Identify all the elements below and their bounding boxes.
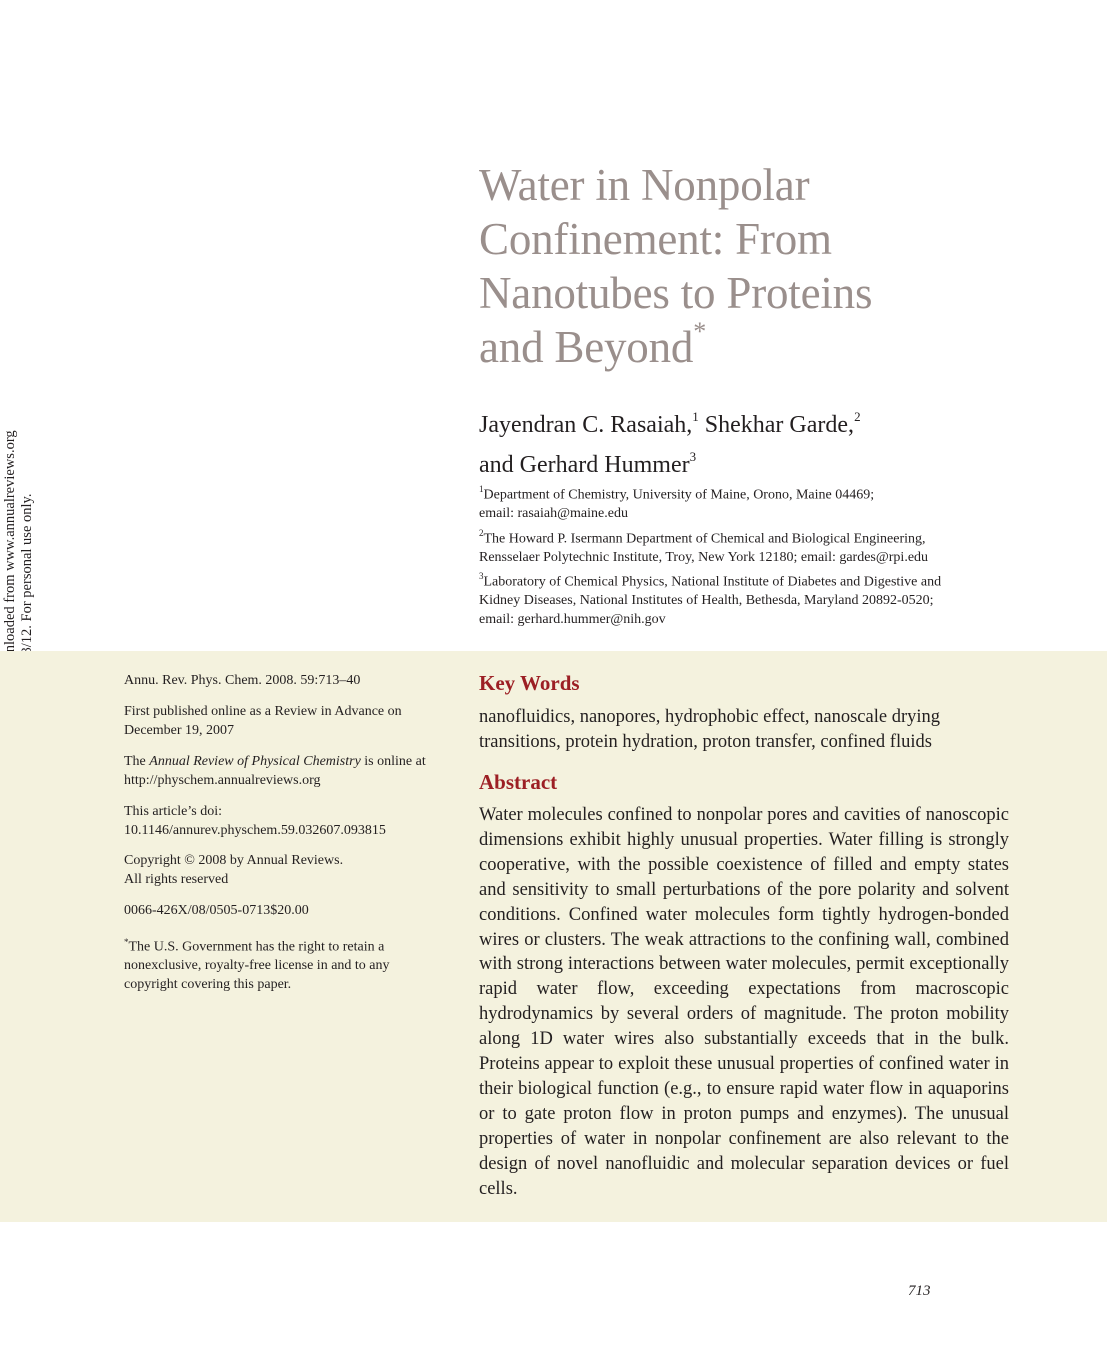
publication-note <box>124 703 454 740</box>
affiliation-2-line-2: Rensselaer Polytechnic Institute, Troy, New York 12180; email: gardes@rpi.edu <box>479 550 929 566</box>
article-title <box>479 158 1059 374</box>
author-3-affil: 3 <box>689 449 697 464</box>
government-note-line-3: copyright covering this paper. <box>124 976 292 992</box>
citation: Annu. Rev. Phys. Chem. 2008. 59:713–40 <box>124 673 361 688</box>
issn: 0066-426X/08/0505-0713$20.00 <box>124 903 309 918</box>
key-words-line-1: nanofluidics, nanopores, hydrophobic effect, nanoscale drying <box>479 707 940 727</box>
journal-name: Annual Review of Physical Chemistry <box>149 754 361 769</box>
key-words-line-2: transitions, protein hydration, proton transfer, confined fluids <box>479 732 932 752</box>
author-2-affil: 2 <box>854 409 861 424</box>
government-note-mark: * <box>124 937 129 947</box>
affiliation-2-line-1: The Howard P. Isermann Department of Chemical and Biological Engineering, <box>483 531 926 547</box>
copyright-line-2: All rights reserved <box>124 871 229 887</box>
government-note-line-1: The U.S. Government has the right to retain a <box>128 939 385 955</box>
online-note-post: is online at <box>360 754 426 769</box>
affiliation-2 <box>479 525 1039 568</box>
affiliation-1 <box>479 481 1039 524</box>
key-words-list <box>479 705 1009 755</box>
publication-note-line-1: First published online as a Review in Advance on <box>124 704 402 719</box>
online-note <box>124 753 454 790</box>
affiliation-3-line-1: Laboratory of Chemical Physics, National Institute of Diabetes and Digestive and <box>483 574 942 590</box>
author-1: Jayendran C. Rasaiah, <box>479 412 693 438</box>
page-number: 713 <box>908 1283 931 1299</box>
publication-date: December 19, 2007 <box>124 722 235 738</box>
journal-url[interactable]: http://physchem.annualreviews.org <box>124 772 321 788</box>
affiliation-1-line-1: Department of Chemistry, University of Maine, Orono, Maine 04469; <box>483 487 875 503</box>
affiliation-1-email: email: rasaiah@maine.edu <box>479 506 628 522</box>
author-list <box>479 402 1079 482</box>
affiliation-3-line-2: Kidney Diseases, National Institutes of Health, Bethesda, Maryland 20892-0520; <box>479 593 934 609</box>
affiliation-3-mark: 3 <box>479 571 484 581</box>
doi-value[interactable]: 10.1146/annurev.physchem.59.032607.093815 <box>124 822 386 838</box>
title-line-2: Confinement: From <box>479 214 832 264</box>
affiliation-2-mark: 2 <box>479 528 484 538</box>
title-footnote-mark: * <box>693 317 707 346</box>
key-words-heading: Key Words <box>479 671 580 695</box>
affiliation-3-email: email: gerhard.hummer@nih.gov <box>479 611 666 627</box>
affiliation-1-mark: 1 <box>479 484 484 494</box>
online-note-pre: The <box>124 754 150 769</box>
government-license-note <box>124 933 454 994</box>
abstract-heading: Abstract <box>479 770 558 794</box>
copyright-line-1: Copyright © 2008 by Annual Reviews. <box>124 853 344 868</box>
title-line-3: Nanotubes to Proteins <box>479 268 873 318</box>
title-line-4: and Beyond <box>479 322 694 372</box>
affiliation-3 <box>479 568 1039 629</box>
government-note-line-2: nonexclusive, royalty-free license in and to any <box>124 958 390 974</box>
abstract-text: Water molecules confined to nonpolar pores and cavities of nanoscopic dimensions exhibit highly unusual properties. Water filling is strongly cooperative, with the possible coexistence of filled and empty states and sensitivity to small perturbations of the pore polarity and solvent conditions. Confined water molecules form tightly hydrogen-bonded wires or clusters. The weak attractions to the confining wall, combined with strong interactions between water molecules, permit exceptionally rapid water flow, exceeding expectations from macroscopic hydrodynamics by several orders of magnitude. The proton mobility along 1D water wires also substantially exceeds that in the bulk. Proteins appear to exploit these unusual properties of confined water in their biological function (e.g., to ensure rapid water flow in aquaporins or to gate proton flow in proton pumps and enzymes). The unusual properties of water in nonpolar confinement are also relevant to the design of novel nanofluidic and molecular separation devices or fuel cells. <box>479 805 1009 1199</box>
title-line-1: Water in Nonpolar <box>479 160 810 210</box>
author-1-affil: 1 <box>692 409 699 424</box>
author-2: Shekhar Garde, <box>704 412 855 438</box>
doi-note <box>124 803 454 840</box>
doi-label: This article’s doi: <box>124 804 222 819</box>
author-3: and Gerhard Hummer <box>479 452 690 478</box>
copyright-note <box>124 852 454 889</box>
